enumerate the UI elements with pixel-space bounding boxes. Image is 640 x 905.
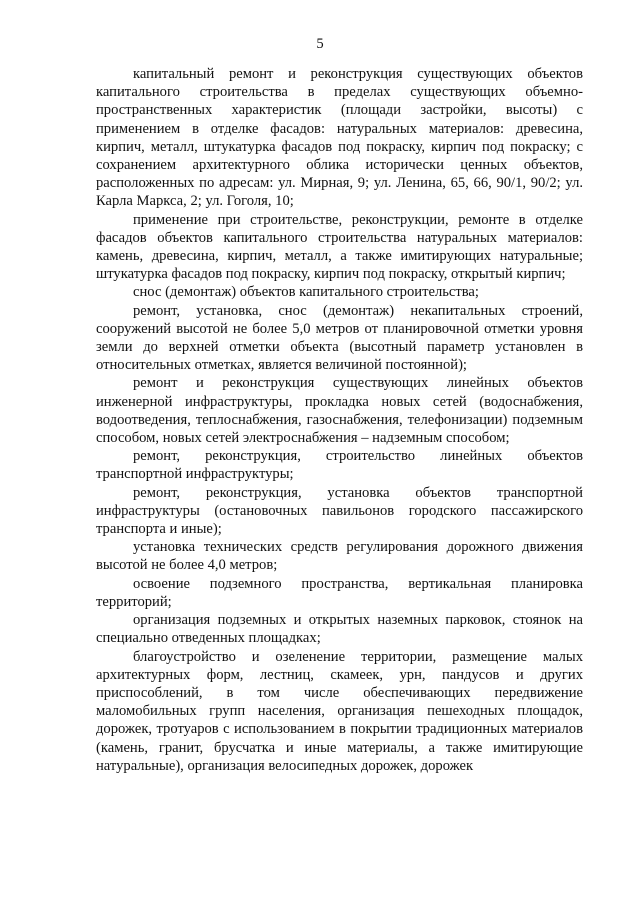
paragraph-traffic-control: установка технических средств регулирования дорожного движения высотой не более 4,0 метров;	[96, 539, 583, 574]
paragraph-facade-materials: применение при строительстве, реконструкции, ремонте в отделке фасадов объектов капитального строительства натуральных материалов: камень, древесина, кирпич, металл, а также имитирующих натуральные; штукатурка фасадов под покраску, кирпич под покраску, открытый кирпич;	[96, 211, 583, 283]
paragraph-capital-repair: капитальный ремонт и реконструкция существующих объектов капитального строительства в пределах существующих объемно-пространственных характеристик (площади застройки, высоты) с применением в отделке фасадов: натуральных материалов: древесина, кирпич, металл, штукатурка фасадов под покраску, кирпич под покраску; с сохранением архитектурного облика исторически ценных объектов, расположенных по адресам: ул. Мирная, 9; ул. Ленина, 65, 66, 90/1, 90/2; ул. Карла Маркса, 2; ул. Гоголя, 10;	[96, 66, 583, 210]
paragraph-transport-objects: ремонт, реконструкция, установка объектов транспортной инфраструктуры (остановочных павильонов городского пассажирского транспорта и иные);	[96, 484, 583, 538]
paragraph-demolition: снос (демонтаж) объектов капитального строительства;	[133, 284, 479, 301]
paragraph-underground-space: освоение подземного пространства, вертикальная планировка территорий;	[96, 575, 583, 610]
paragraph-transport-linear: ремонт, реконструкция, строительство линейных объектов транспортной инфраструктуры;	[96, 448, 583, 483]
document-body	[96, 65, 583, 775]
paragraph-parking: организация подземных и открытых наземных парковок, стоянок на специально отведенных площадках;	[96, 612, 583, 647]
page-number: 5	[316, 36, 324, 52]
paragraph-landscaping: благоустройство и озеленение территории, размещение малых архитектурных форм, лестниц, скамеек, урн, пандусов и других приспособлений, в том числе обеспечивающих передвижение маломобильных групп населения, организация пешеходных площадок, дорожек, тротуаров с использованием в покрытии традиционных материалов (камень, гранит, брусчатка и иные материалы, а также имитирующие натуральные), организация велосипедных дорожек, дорожек	[96, 648, 583, 774]
paragraph-non-capital-structures: ремонт, установка, снос (демонтаж) некапитальных строений, сооружений высотой не более 5,0 метров от планировочной отметки уровня земли до верхней отметки объекта (высотный параметр установлен в относительных отметках, является величиной постоянной);	[96, 302, 583, 374]
paragraph-engineering-networks: ремонт и реконструкция существующих линейных объектов инженерной инфраструктуры, прокладка новых сетей (водоснабжения, водоотведения, теплоснабжения, газоснабжения, телефонизации) подземным способом, новых сетей электроснабжения – надземным способом;	[96, 375, 583, 447]
